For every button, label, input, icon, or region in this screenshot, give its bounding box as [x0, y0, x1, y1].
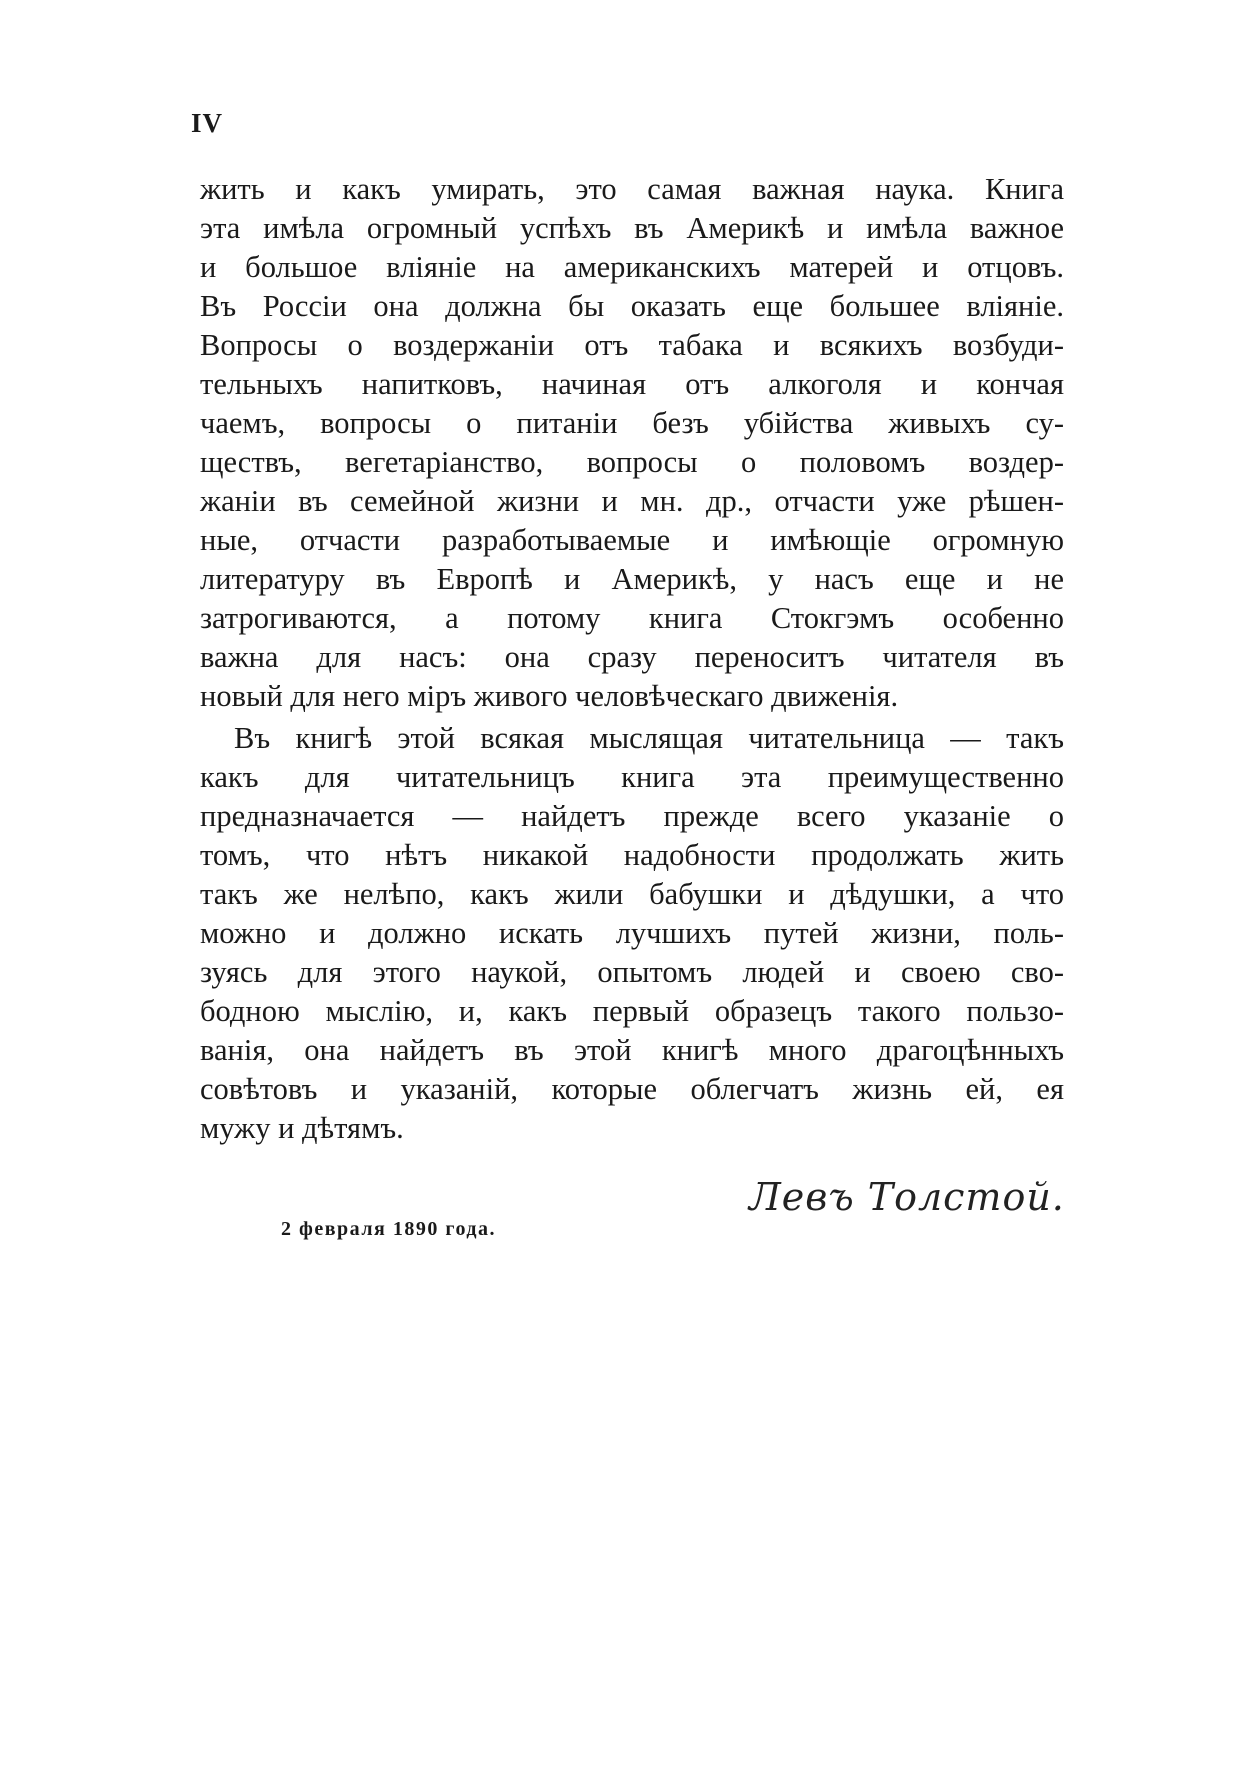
- text-line: предназначается — найдетъ прежде всего указаніе о: [200, 799, 1064, 833]
- text-line: зуясь для этого наукой, опытомъ людей и своею сво-: [200, 955, 1064, 989]
- text-line: Въ книгѣ этой всякая мыслящая читательница — такъ: [234, 721, 1064, 755]
- paragraph-2: [200, 719, 1064, 1148]
- text-line: затрогиваются, а потому книга Стокгэмъ особенно: [200, 601, 1064, 635]
- text-line: такъ же нелѣпо, какъ жили бабушки и дѣдушки, а что: [200, 877, 1064, 911]
- text-line: тельныхъ напитковъ, начиная отъ алкоголя и кончая: [200, 367, 1064, 401]
- text-line: важна для насъ: она сразу переноситъ читателя въ: [200, 640, 1064, 674]
- text-line: можно и должно искать лучшихъ путей жизни, поль-: [200, 916, 1064, 950]
- text-line: какъ для читательницъ книга эта преимущественно: [200, 760, 1064, 794]
- text-line: бодною мыслію, и, какъ первый образецъ такого пользо-: [200, 994, 1064, 1028]
- page-number: IV: [191, 108, 224, 138]
- text-line: совѣтовъ и указаній, которые облегчатъ жизнь ей, ея: [200, 1072, 1064, 1106]
- text-line: новый для него міръ живого человѣческаго движенія.: [200, 679, 899, 713]
- text-line: жить и какъ умирать, это самая важная наука. Книга: [200, 172, 1064, 206]
- date-line: 2 февраля 1890 года.: [281, 1218, 496, 1240]
- text-line: ществъ, вегетаріанство, вопросы о половомъ воздер-: [200, 445, 1064, 479]
- text-line: томъ, что нѣтъ никакой надобности продолжать жить: [200, 838, 1064, 872]
- paragraph-1: [200, 170, 1064, 716]
- text-line: чаемъ, вопросы о питаніи безъ убійства живыхъ су-: [200, 406, 1064, 440]
- body-text: [200, 170, 1064, 1148]
- text-line: ванія, она найдетъ въ этой книгѣ много драгоцѣнныхъ: [200, 1033, 1064, 1067]
- signature: Левъ Толстой.: [749, 1175, 1065, 1219]
- text-line: Въ Россіи она должна бы оказать еще большее вліяніе.: [200, 289, 1064, 323]
- text-line: жаніи въ семейной жизни и мн. др., отчасти уже рѣшен-: [200, 484, 1064, 518]
- text-line: Вопросы о воздержаніи отъ табака и всякихъ возбуди-: [200, 328, 1064, 362]
- text-line: мужу и дѣтямъ.: [200, 1111, 404, 1145]
- text-line: ные, отчасти разработываемые и имѣющіе огромную: [200, 523, 1064, 557]
- text-line: и большое вліяніе на американскихъ матерей и отцовъ.: [200, 250, 1064, 284]
- text-line: эта имѣла огромный успѣхъ въ Америкѣ и имѣла важное: [200, 211, 1064, 245]
- text-line: литературу въ Европѣ и Америкѣ, у насъ еще и не: [200, 562, 1064, 596]
